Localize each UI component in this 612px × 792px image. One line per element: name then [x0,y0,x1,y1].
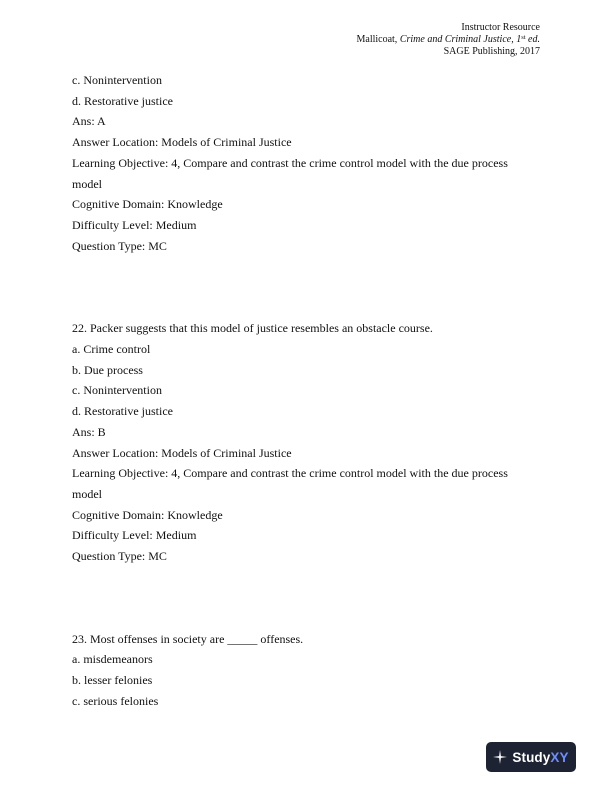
question-type: Question Type: MC [72,549,167,564]
learning-objective-cont: model [72,486,102,501]
question-23-block [72,629,540,712]
question-stem: 23. Most offenses in society are _____ offenses. [72,631,304,646]
header-author: Mallicoat, [356,34,400,45]
header-book-title: Crime and Criminal Justice, [399,34,514,45]
plus-sparkle-icon [493,750,507,764]
header-edition-number: 1 [513,34,522,45]
spacer [72,256,540,318]
answer-location: Answer Location: Models of Criminal Justice [72,135,292,150]
option-c: c. serious felonies [72,693,159,708]
option-b: b. lesser felonies [72,673,153,688]
header-edition-sup: st [521,34,526,41]
learning-objective: Learning Objective: 4, Compare and contrast the crime control model with the due process [72,155,508,170]
cognitive-domain: Cognitive Domain: Knowledge [72,507,223,522]
spacer [72,567,540,629]
option-d: d. Restorative justice [72,93,173,108]
learning-objective: Learning Objective: 4, Compare and contrast the crime control model with the due process [72,466,508,481]
cognitive-domain: Cognitive Domain: Knowledge [72,197,223,212]
header-line-3: SAGE Publishing, 2017 [443,46,540,57]
logo-text-main: Study [512,749,551,765]
logo-wordmark [512,750,568,765]
option-a: a. misdemeanors [72,652,153,667]
prev-question-block [72,70,540,256]
header-edition-suffix: ed. [525,34,540,45]
page-header [356,22,540,58]
difficulty-level: Difficulty Level: Medium [72,528,197,543]
header-line-1: Instructor Resource [461,22,540,33]
question-22-block [72,318,540,566]
studyxy-logo [486,742,576,772]
option-d: d. Restorative justice [72,404,173,419]
header-line-2 [356,34,540,46]
question-type: Question Type: MC [72,238,167,253]
logo-text-accent: XY [550,749,569,765]
question-stem: 22. Packer suggests that this model of justice resembles an obstacle course. [72,321,433,336]
option-c: c. Nonintervention [72,73,162,87]
document-body [72,70,540,712]
difficulty-level: Difficulty Level: Medium [72,217,197,232]
option-b: b. Due process [72,362,143,377]
option-c: c. Nonintervention [72,383,162,398]
option-a: a. Crime control [72,342,151,357]
learning-objective-cont: model [72,176,102,191]
answer: Ans: A [72,114,106,129]
answer: Ans: B [72,424,106,439]
answer-location: Answer Location: Models of Criminal Justice [72,445,292,460]
